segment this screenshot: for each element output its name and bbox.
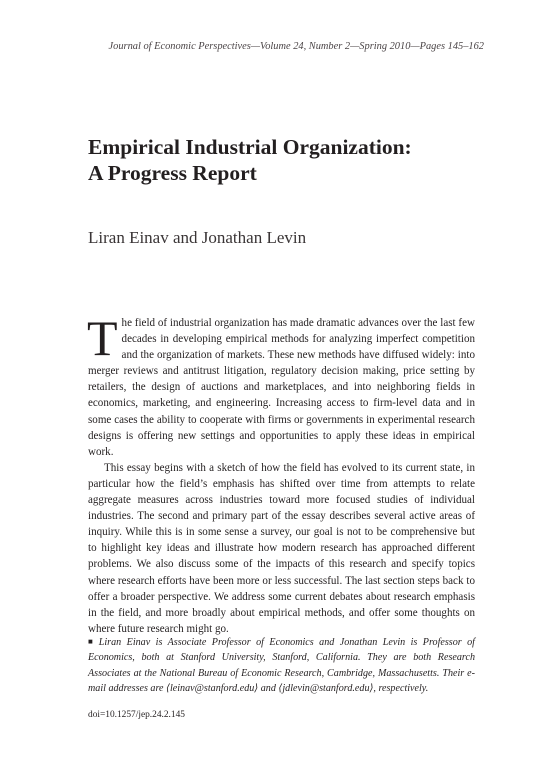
paragraph-2: This essay begins with a sketch of how the field has evolved to its current state, in particular how the field’s emphasis has shifted over time from attempts to relate aggregate measures across industries toward more focused studies of individual industries. The second and primary part of the essay describes several active areas of inquiry. While this is in some sense a survey, our goal is not to be comprehensive but to highlight key ideas and illustrate how modern research has approached different problems. We also discuss some of the impacts of this research and specify topics where research efforts have been more or less successful. The last section steps back to offer a broader perspective. We address some current debates about research emphasis in the field, and more broadly about empirical methods, and offer some thoughts on where future research might go. — [88, 461, 475, 635]
article-title — [88, 134, 488, 186]
running-head: Journal of Economic Perspectives—Volume 24, Number 2—Spring 2010—Pages 145–162 — [108, 41, 484, 52]
article-authors: Liran Einav and Jonathan Levin — [88, 228, 307, 247]
paragraph-1-text: he field of industrial organization has made dramatic advances over the last few decades in developing empirical methods for analyzing imperfect competition and the organization of markets. These new methods have diffused widely: into merger reviews and antitrust litigation, regulatory decision making, price setting by retailers, the design of auctions and marketplaces, and into neighboring fields in economics, marketing, and engineering. Increasing access to firm-level data and in some cases the ability to cooperate with firms or governments in experimental research designs is offering new settings and opportunities to apply these ideas in empirical work. — [88, 317, 475, 458]
footnote-text: Liran Einav is Associate Professor of Economics and Jonathan Levin is Professor of Economics, both at Stanford University, Stanford, California. They are both Research Associates at the National Bureau of Economic Research, Cambridge, Massachusetts. Their e-mail addresses are ⟨leinav@stanford.edu⟩ and ⟨jdlevin@stanford.edu⟩, respectively. — [88, 637, 475, 695]
title-line-2: A Progress Report — [88, 161, 257, 185]
drop-cap: T — [87, 310, 118, 366]
title-line-1: Empirical Industrial Organization: — [88, 135, 412, 159]
paragraph-1 — [87, 310, 475, 460]
doi-line: doi=10.1257/jep.24.2.145 — [88, 710, 185, 720]
footnote-bullet: ■ — [88, 637, 96, 646]
article-body — [87, 310, 475, 637]
author-footnote — [88, 634, 475, 697]
